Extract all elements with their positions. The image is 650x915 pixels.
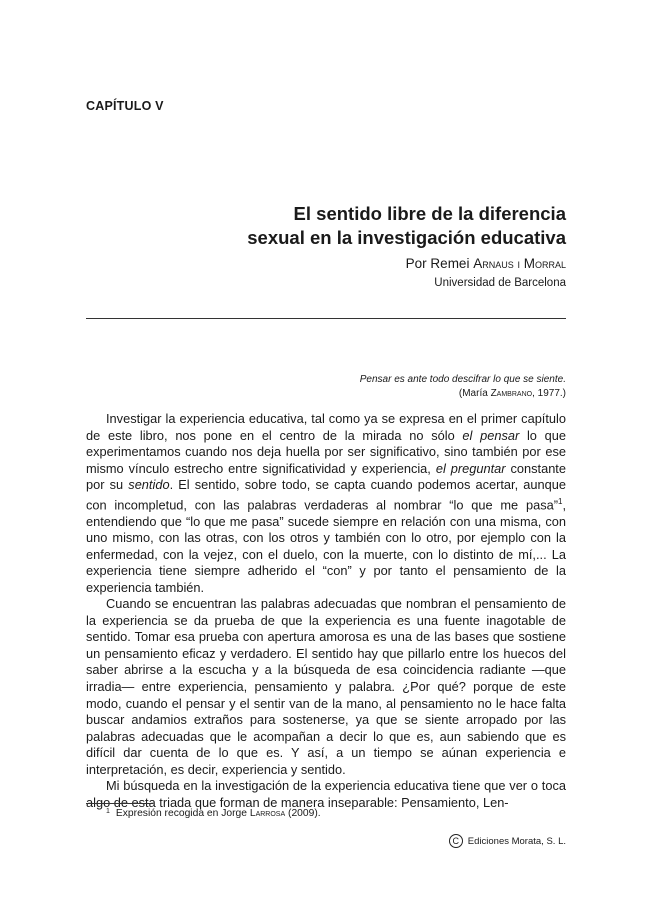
author-surname-2: Morral (523, 256, 566, 271)
footnote-divider (86, 803, 153, 804)
epigraph (360, 373, 566, 401)
author-surname-1: Arnaus (473, 256, 514, 271)
copyright-icon: C (449, 834, 463, 848)
author-line (406, 256, 566, 271)
publisher-name: Ediciones Morata, S. L. (467, 835, 566, 847)
author-prefix: Por Remei (405, 256, 474, 271)
paragraph-3: Mi búsqueda en la investigación de la experiencia educativa tiene que ver o toca algo de esta triada que forman de manera inseparable: Pensamiento, Len- (86, 778, 566, 810)
epigraph-author: Zambrano (490, 388, 533, 399)
chapter-title (146, 202, 566, 250)
footnote: $^1$ Expresión recogida en Jorge Larrosa (2009). (106, 808, 321, 819)
title-line-2: sexual en la investigación educativa (247, 227, 566, 248)
author-joiner: i (513, 256, 524, 271)
footnote-ref: 1 (557, 496, 563, 506)
paragraph-1: Investigar la experiencia educativa, tal como ya se expresa en el primer capítulo de este libro, nos pone en el centro de la mirada no sólo el pensar lo que experimentamos cuando nos deja huella por ser significativo, sino también por ese mismo vínculo estrecho entre significatividad y experiencia, el preguntar constante por su sentido. El sentido, sobre todo, se capta cuando podemos acertar, aunque con incompletud, con las palabras verdaderas al nombrar “lo que me pasa”$^1$, entendiendo que “lo que me pasa” sucede siempre en relación con una misma, con uno mismo, con las otras, con los otros y también con lo otro, por ejemplo con la enfermedad, con la vejez, con el duelo, con la muerte, con lo distinto de mí,... La experiencia tiene siempre adherido el “con” y por tanto el pensamiento de la experiencia también. (86, 411, 567, 595)
epigraph-quote: Pensar es ante todo descifrar lo que se siente. (359, 374, 566, 385)
epigraph-attribution: (María Zambrano, 1977.) (458, 388, 566, 399)
body-text (86, 411, 566, 811)
publisher-credit (449, 834, 566, 848)
footnote-number: 1 (106, 808, 110, 815)
title-line-1: El sentido libre de la diferencia (293, 203, 566, 224)
paragraph-2: Cuando se encuentran las palabras adecuadas que nombran el pensamiento de la experiencia se da prueba de que la experiencia es una fuente inagotable de sentido. Tomar esa prueba con apertura amorosa es una de las bases que sostiene un pensamiento eficaz y verdadero. El sentido hay que pillarlo entre los huecos del saber abrirse a la escucha y a la búsqueda de esa coincidencia radiante —que irradia— entre experiencia, pensamiento y palabra. ¿Por qué? porque de este modo, cuando el pensar y el sentir van de la mano, al pensamiento no le hace falta buscar andamios extraños para sostenerse, ya que se siente arropado por las palabras adecuadas que le acompañan a decir lo que es, aun sabiendo que es difícil dar cuenta de lo que es. Y así, a un tiempo se aúnan experiencia e interpretación, es decir, experiencia y sentido. (86, 596, 566, 777)
affiliation: Universidad de Barcelona (434, 277, 566, 289)
chapter-label: CAPÍTULO V (86, 99, 164, 113)
footnote-author: Larrosa (249, 808, 286, 819)
title-divider (86, 318, 566, 319)
